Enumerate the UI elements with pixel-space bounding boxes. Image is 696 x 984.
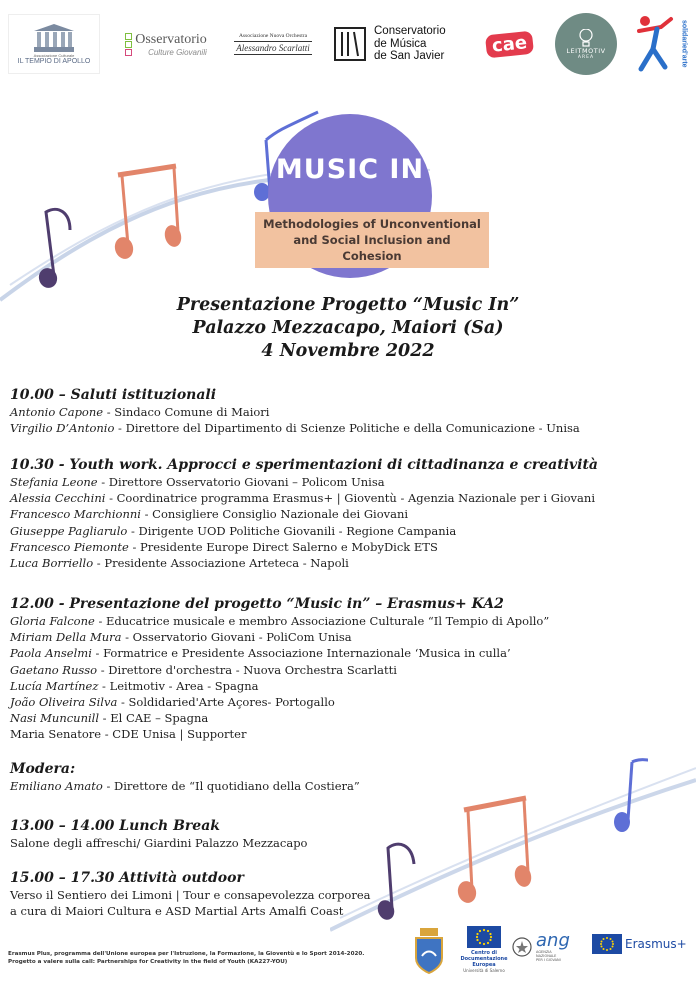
eu-flag-icon [467, 926, 501, 948]
section-title: 12.00 - Presentazione del progetto “Music in” – Erasmus+ KA2 [10, 596, 504, 612]
logo-solidaried-arte [632, 10, 690, 78]
speaker-name: João Oliveira Silva [10, 695, 118, 710]
speaker-role: - Presidente Associazione Arteteca - Napoli [93, 556, 349, 571]
speaker-role: - Leitmotiv - Area - Spagna [98, 678, 259, 693]
purple-note-icon-2 [375, 844, 414, 922]
speaker-role: Maria Senatore - CDE Unisa | Supporter [10, 727, 247, 742]
cde-line-1: Centro di [471, 950, 497, 956]
logo-cae-text: cae [485, 30, 534, 58]
osservatorio-mark [125, 33, 132, 56]
ang-sub-line-3: PER I GIOVANI [536, 958, 561, 962]
speaker-name: Virgilio D’Antonio [10, 421, 115, 436]
list-item [10, 778, 360, 794]
speaker-name: Emiliano Amato [10, 779, 103, 793]
hero-ribbon-line-2: and Social Inclusion and Cohesion [293, 233, 451, 263]
list-item [10, 474, 598, 490]
speaker-role: - Presidente Europe Direct Salerno e MobyDick ETS [128, 539, 438, 554]
logo-scarlatti-text: Alessandro Scarlatti [236, 43, 310, 53]
list-item [10, 678, 549, 694]
logo-scarlatti-top: Associazione Nuova Orchestra [238, 33, 308, 39]
logo-osservatorio [116, 14, 216, 74]
speaker-role: Salone degli affreschi/ Giardini Palazzo Mezzacapo [10, 836, 308, 850]
logo-cae [476, 14, 544, 74]
speaker-role: - Soldidaried'Arte Açores- Portogallo [117, 695, 335, 710]
list-item [10, 629, 549, 645]
speaker-name: Luca Borriello [10, 556, 94, 571]
section-modera [10, 760, 360, 794]
cde-sub: Università di Salerno [463, 968, 505, 973]
logo-leitmotiv [553, 12, 619, 76]
list-item [10, 694, 549, 710]
list-item [10, 420, 580, 436]
list-item [10, 726, 549, 742]
speaker-name: Francesco Marchionni [10, 507, 141, 522]
logo-scarlatti [230, 14, 316, 74]
logo-conservatorio [334, 14, 464, 74]
logo-osservatorio-text: Osservatorio [135, 31, 207, 47]
conservatorio-line-1: Conservatorio [374, 25, 446, 38]
section-presentazione [10, 595, 549, 743]
hero-ribbon [255, 212, 489, 268]
logo-leitmotiv-text: LEITMOTIV [566, 46, 606, 55]
maiori-crest [412, 926, 446, 976]
event-heading-line-2: Palazzo Mezzacapo, Maiori (Sa) [192, 318, 504, 338]
speaker-role: - Direttore d'orchestra - Nuova Orchestra Scarlatti [97, 662, 397, 677]
list-item [10, 506, 598, 522]
speaker-role: a cura di Maiori Cultura e ASD Martial Arts Amalfi Coast [10, 904, 344, 919]
speaker-name: Nasi Muncunill [10, 711, 100, 726]
list-item [10, 835, 307, 851]
speaker-role: - El CAE – Spagna [99, 711, 209, 726]
cde-line-2: Documentazione [460, 956, 508, 962]
speaker-name: Gaetano Russo [10, 662, 98, 677]
section-outdoor [10, 869, 371, 919]
footer-note-line-1: Erasmus Plus, programma dell'Unione europea per l'Istruzione, la Formazione, la Gioventù e lo Sport 2014-2020. [8, 951, 365, 957]
speaker-name: Gloria Falcone [10, 614, 95, 628]
speaker-role: - Consigliere Consiglio Nazionale dei Giovani [140, 507, 409, 522]
erasmus-plus-text: Erasmus+ [625, 937, 687, 951]
section-title: 15.00 – 17.30 Attività outdoor [10, 870, 244, 886]
speaker-name: Paola Anselmi [10, 646, 92, 661]
ang-text: ang [536, 930, 570, 951]
footer-music-notes-decoration [330, 740, 696, 940]
cde-line-3: Europea [472, 962, 496, 968]
list-item [10, 404, 580, 420]
speaker-role: - Direttore de “Il quotidiano della Costiera” [102, 779, 360, 793]
section-saluti [10, 386, 580, 436]
speaker-role: - Formatrice e Presidente Associazione Internazionale ‘Musica in culla’ [91, 646, 511, 661]
eu-flag-icon-2 [592, 934, 622, 954]
hero-ribbon-line-1: Methodologies of Unconventional [263, 217, 481, 231]
speaker-name: Lucía Martínez [10, 678, 99, 693]
speaker-role: - Dirigente UOD Politiche Giovanili - Regione Campania [127, 523, 457, 538]
list-item [10, 887, 371, 903]
logo-tempio-di-apollo [8, 14, 100, 74]
speaker-name: Alessia Cecchini [10, 491, 106, 506]
conservatorio-line-3: de San Javier [374, 50, 445, 63]
hero-title: MUSIC IN [275, 154, 425, 185]
section-title: Modera: [10, 761, 76, 777]
speaker-name: Francesco Piemonte [10, 539, 129, 554]
logo-leitmotiv-sub: AREA [577, 54, 595, 60]
erasmus-plus-logo [592, 934, 692, 954]
section-title: 13.00 – 14.00 Lunch Break [10, 818, 220, 834]
footer-erasmus-note [8, 950, 408, 966]
list-item [10, 523, 598, 539]
logo-tempio-small: Associazione Culturale [33, 53, 75, 58]
list-item [10, 645, 549, 661]
speaker-role: - Osservatorio Giovani - PoliCom Unisa [121, 630, 352, 645]
section-title: 10.30 - Youth work. Approcci e sperimentazioni di cittadinanza e creatività [10, 457, 598, 473]
ang-sub-line-2: NAZIONALE [536, 954, 557, 958]
ang-logo [512, 932, 580, 962]
list-item [10, 490, 598, 506]
speaker-role: - Coordinatrice programma Erasmus+ | Gioventù - Agenzia Nazionale per i Giovani [105, 491, 595, 506]
crest-icon [412, 926, 446, 976]
list-item [10, 903, 371, 919]
speaker-name: Miriam Della Mura [10, 630, 122, 645]
list-item [10, 539, 598, 555]
speaker-name: Antonio Capone [10, 405, 104, 419]
orange-double-note-icon-2 [455, 798, 533, 905]
section-title: 10.00 – Saluti istituzionali [10, 387, 217, 403]
speaker-role: - Direttore Osservatorio Giovani – Policom Unisa [97, 475, 385, 489]
event-heading-line-3: 4 Novembre 2022 [261, 341, 435, 361]
speaker-role: - Direttore del Dipartimento di Scienze Politiche e della Comunicazione - Unisa [114, 421, 580, 436]
republic-emblem-icon [512, 937, 532, 957]
speaker-role: Verso il Sentiero dei Limoni | Tour e consapevolezza corporea [10, 888, 371, 902]
speaker-name: Stefania Leone [10, 475, 98, 489]
section-youth-work [10, 456, 598, 571]
speaker-role: - Educatrice musicale e membro Associazione Culturale “Il Tempio di Apollo” [94, 614, 550, 628]
list-item [10, 710, 549, 726]
event-heading-line-1: Presentazione Progetto “Music In” [176, 295, 520, 315]
logo-osservatorio-sub: Culture Giovanili [148, 47, 207, 57]
speaker-name: Giuseppe Pagliarulo [10, 523, 128, 538]
balloon-icon [578, 29, 594, 47]
dancer-figure-icon [635, 13, 681, 75]
list-item [10, 662, 549, 678]
logo-solidaried-text: solidaried'arte [680, 20, 688, 68]
list-item [10, 613, 549, 629]
speaker-role: - Sindaco Comune di Maiori [103, 405, 270, 419]
event-heading [0, 294, 696, 363]
conservatorio-mark-icon [334, 27, 366, 61]
list-item [10, 555, 598, 571]
cde-logo [460, 926, 508, 973]
conservatorio-line-2: de Música [374, 37, 427, 50]
logo-tempio-text: IL TEMPIO DI APOLLO [17, 58, 91, 65]
section-lunch [10, 817, 307, 851]
footer-note-line-2: Progetto a valere sulla call: Partnerships for Creativity in the field of Youth (KA227-YOU) [8, 959, 288, 965]
temple-icon [32, 23, 76, 53]
ang-sub-line-1: AGENZIA [536, 950, 552, 954]
